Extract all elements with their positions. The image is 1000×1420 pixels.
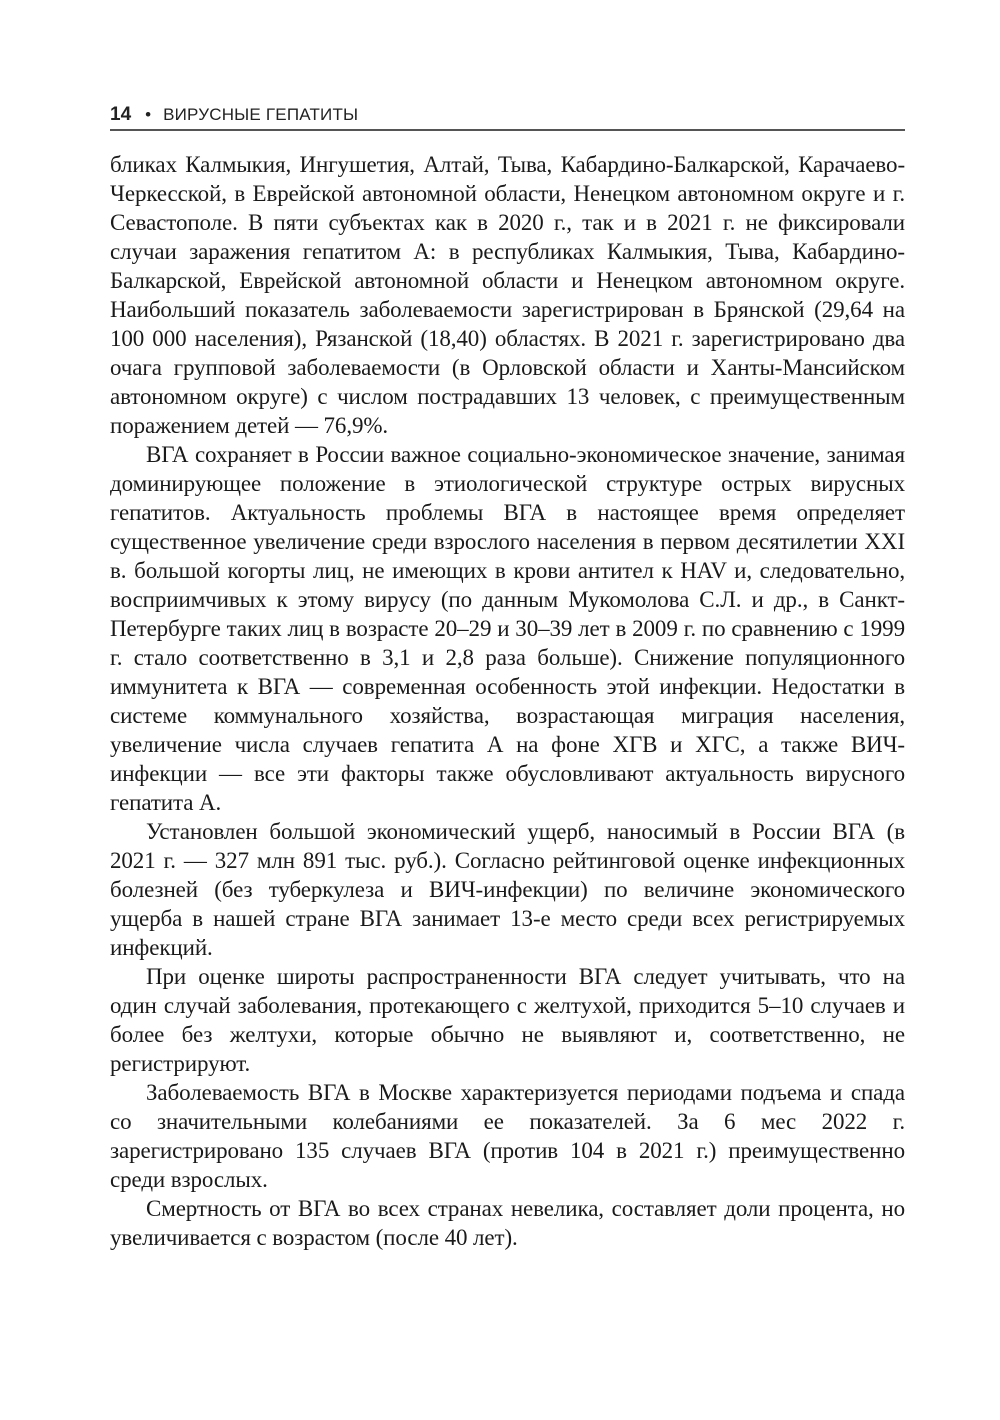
paragraph: Установлен большой экономический ущерб, наносимый в России ВГА (в 2021 г. — 327 млн 891 тыс. руб.). Согласно рейтинговой оценке инфекционных болезней (без туберкулеза и ВИЧ-инфекции) по величине экономического ущерба в нашей стране ВГА занимает 13-е место среди всех регистрируемых инфекций.: [110, 819, 905, 960]
paragraph: Заболеваемость ВГА в Москве характеризуется периодами подъема и спада со значительными колебаниями ее показателей. За 6 мес 2022 г. зарегистрировано 135 случаев ВГА (против 104 в 2021 г.) преимущественно среди взрослых.: [110, 1080, 905, 1192]
paragraph: При оценке широты распространенности ВГА следует учитывать, что на один случай заболевания, протекающего с желтухой, приходится 5–10 случаев и более без желтухи, которые обычно не выявляют и, соответственно, не регистрируют.: [110, 964, 905, 1076]
section-title: ВИРУСНЫЕ ГЕПАТИТЫ: [163, 105, 359, 124]
page-number: 14: [110, 104, 132, 125]
body-text: [110, 150, 905, 1252]
paragraph: Смертность от ВГА во всех странах невелика, составляет доли процента, но увеличивается с возрастом (после 40 лет).: [110, 1196, 905, 1250]
paragraph: ВГА сохраняет в России важное социально-экономическое значение, занимая доминирующее положение в этиологической структуре острых вирусных гепатитов. Актуальность проблемы ВГА в настоящее время определяет существенное увеличение среди взрослого населения в первом десятилетии XXI в. большой когорты лиц, не имеющих в крови антител к HAV и, следовательно, восприимчивых к этому вирусу (по данным Мукомолова С.Л. и др., в Санкт-Петербурге таких лиц в возрасте 20–29 и 30–39 лет в 2009 г. по сравнению с 1999 г. стало соответственно в 3,1 и 2,8 раза больше). Снижение популяционного иммунитета к ВГА — современная особенность этой инфекции. Недостатки в системе коммунального хозяйства, возрастающая миграция населения, увеличение числа случаев гепатита А на фоне ХГВ и ХГС, а также ВИЧ-инфекции — все эти факторы также обусловливают актуальность вирусного гепатита А.: [110, 442, 905, 815]
bullet-separator: •: [145, 105, 152, 124]
running-header: [110, 103, 905, 131]
paragraph-continued: бликах Калмыкия, Ингушетия, Алтай, Тыва, Кабардино-Балкарской, Карачаево-Черкесской, в Еврейской автономной области, Ненецком автономном округе и г. Севастополе. В пяти субъектах как в 2020 г., так и в 2021 г. не фиксировали случаи заражения гепатитом А: в республиках Калмыкия, Тыва, Кабардино-Балкарской, Еврейской автономной области и Ненецком автономном округе. Наибольший показатель заболеваемости зарегистрирован в Брянской (29,64 на 100 000 населения), Рязанской (18,40) областях. В 2021 г. зарегистрировано два очага групповой заболеваемости (в Орловской области и Ханты-Мансийском автономном округе) с числом пострадавших 13 человек, с преимущественным поражением детей — 76,9%.: [110, 152, 905, 438]
